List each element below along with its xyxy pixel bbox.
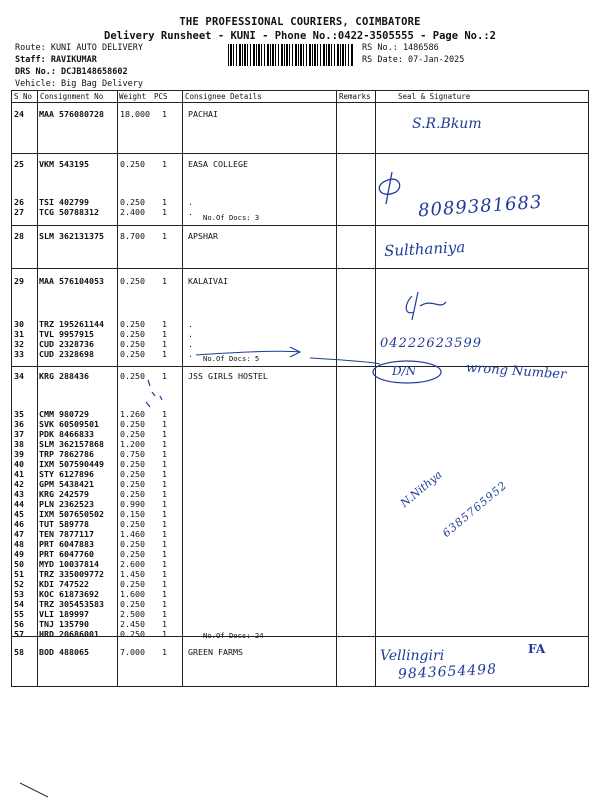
stamp-smudge: [146, 380, 162, 407]
row-name: PACHAI: [188, 109, 218, 119]
row-name: APSHAR: [188, 231, 218, 241]
row-pcs: 1: [162, 459, 167, 469]
row-pcs: 1: [162, 579, 167, 589]
phone-1: 8089381683: [417, 191, 544, 222]
row-cons: TUT 589778: [39, 519, 89, 529]
row-pcs: 1: [162, 197, 167, 207]
row-wt: 0.150: [120, 509, 145, 519]
drs-number: DRS No.: DCJB148658602: [15, 67, 128, 77]
row-pcs: 1: [162, 319, 167, 329]
row-wt: 0.250: [120, 329, 145, 339]
row-sno: 45: [14, 509, 24, 519]
row-sno: 49: [14, 549, 24, 559]
row-cons: TCG 50788312: [39, 207, 99, 217]
row-wt: 1.200: [120, 439, 145, 449]
row-cons: SLM 362157868: [39, 439, 104, 449]
row-wt: 0.250: [120, 159, 145, 169]
row-pcs: 1: [162, 609, 167, 619]
row-name: .: [188, 319, 193, 329]
pen-stroke: [196, 351, 300, 355]
row-wt: 7.000: [120, 647, 145, 657]
row-sno: 37: [14, 429, 24, 439]
row-name: .: [188, 207, 193, 217]
row-sno: 33: [14, 349, 24, 359]
rs-date: RS Date: 07-Jan-2025: [362, 55, 465, 65]
phone-3: 6385765952: [440, 478, 510, 540]
signature-scribble: [406, 292, 446, 320]
row-cons: VKM 543195: [39, 159, 89, 169]
row-wt: 8.700: [120, 231, 145, 241]
row-wt: 0.250: [120, 349, 145, 359]
corner-mark: [20, 783, 48, 797]
row-sno: 46: [14, 519, 24, 529]
row-cons: MAA 576104053: [39, 276, 104, 286]
row-pcs: 1: [162, 109, 167, 119]
row-wt: 0.250: [120, 579, 145, 589]
row-cons: TRZ 335009772: [39, 569, 104, 579]
row-cons: KDI 747522: [39, 579, 89, 589]
row-cons: KRG 242579: [39, 489, 89, 499]
row-wt: 0.250: [120, 549, 145, 559]
row-pcs: 1: [162, 529, 167, 539]
row-sno: 31: [14, 329, 24, 339]
row-cons: PRT 6047760: [39, 549, 94, 559]
row-sno: 51: [14, 569, 24, 579]
runsheet-subtitle: Delivery Runsheet - KUNI - Phone No.:0422-3505555 - Page No.:2: [104, 30, 496, 42]
row-cons: TNJ 135790: [39, 619, 89, 629]
row-cons: CMM 980729: [39, 409, 89, 419]
row-cons: HRD 20686001: [39, 629, 99, 639]
pen-stroke: [310, 358, 380, 364]
stamp-mark: FA: [528, 642, 546, 656]
row-wt: 0.250: [120, 459, 145, 469]
row-cons: VLI 189997: [39, 609, 89, 619]
row-wt: 0.250: [120, 276, 145, 286]
row-name: .: [188, 339, 193, 349]
row-sno: 57: [14, 629, 24, 639]
signature-3: Vellingiri: [380, 648, 445, 664]
signature-1: S.R.Bkum: [412, 116, 482, 132]
row-cons: TSI 402799: [39, 197, 89, 207]
row-pcs: 1: [162, 409, 167, 419]
row-pcs: 1: [162, 371, 167, 381]
row-wt: 0.250: [120, 599, 145, 609]
row-pcs: 1: [162, 589, 167, 599]
row-sno: 34: [14, 371, 24, 381]
row-sno: 28: [14, 231, 24, 241]
row-cons: MYD 10037814: [39, 559, 99, 569]
doc-count: No.Of Docs: 5: [203, 354, 260, 363]
row-pcs: 1: [162, 469, 167, 479]
row-name: KALAIVAI: [188, 276, 228, 286]
row-pcs: 1: [162, 339, 167, 349]
staff-label: Staff: RAVIKUMAR: [15, 55, 97, 65]
signature-2: Sulthaniya: [383, 237, 466, 261]
row-sno: 58: [14, 647, 24, 657]
row-cons: IXM 507590449: [39, 459, 104, 469]
row-pcs: 1: [162, 619, 167, 629]
row-pcs: 1: [162, 599, 167, 609]
row-pcs: 1: [162, 519, 167, 529]
row-cons: GPM 5438421: [39, 479, 94, 489]
row-cons: PDK 8466833: [39, 429, 94, 439]
row-pcs: 1: [162, 509, 167, 519]
remark-wrong-number: wrong Number: [465, 360, 567, 383]
signature-scribble: [379, 172, 399, 204]
row-sno: 29: [14, 276, 24, 286]
row-cons: CUD 2328736: [39, 339, 94, 349]
row-sno: 30: [14, 319, 24, 329]
row-wt: 2.400: [120, 207, 145, 217]
row-sno: 54: [14, 599, 24, 609]
row-wt: 0.250: [120, 539, 145, 549]
row-pcs: 1: [162, 207, 167, 217]
row-cons: SVK 60509501: [39, 419, 99, 429]
row-pcs: 1: [162, 276, 167, 286]
row-sno: 55: [14, 609, 24, 619]
row-pcs: 1: [162, 231, 167, 241]
col-seal: Seal & Signature: [398, 92, 471, 101]
row-wt: 0.250: [120, 479, 145, 489]
row-cons: KRG 288436: [39, 371, 89, 381]
vehicle-label: Vehicle: Big Bag Delivery: [15, 79, 143, 89]
row-wt: 0.250: [120, 519, 145, 529]
row-cons: TVL 9957915: [39, 329, 94, 339]
row-sno: 38: [14, 439, 24, 449]
row-cons: MAA 576080728: [39, 109, 104, 119]
col-weight: Weight: [119, 92, 147, 101]
phone-2: 04222623599: [380, 336, 482, 351]
col-consignee: Consignee Details: [185, 92, 262, 101]
row-name: EASA COLLEGE: [188, 159, 248, 169]
row-sno: 39: [14, 449, 24, 459]
doc-count: No.Of Docs: 3: [203, 213, 260, 222]
row-sno: 42: [14, 479, 24, 489]
row-pcs: 1: [162, 419, 167, 429]
row-cons: SLM 362131375: [39, 231, 104, 241]
row-sno: 35: [14, 409, 24, 419]
row-wt: 2.450: [120, 619, 145, 629]
row-pcs: 1: [162, 549, 167, 559]
doc-count: No.Of Docs: 24: [203, 631, 264, 640]
row-name: .: [188, 349, 193, 359]
row-sno: 32: [14, 339, 24, 349]
row-sno: 44: [14, 499, 24, 509]
col-sno: S No: [14, 92, 33, 101]
row-sno: 52: [14, 579, 24, 589]
row-cons: KOC 61873692: [39, 589, 99, 599]
row-wt: 0.250: [120, 197, 145, 207]
row-wt: 18.000: [120, 109, 150, 119]
row-wt: 2.600: [120, 559, 145, 569]
col-remarks: Remarks: [339, 92, 371, 101]
row-wt: 0.250: [120, 419, 145, 429]
row-sno: 36: [14, 419, 24, 429]
rs-number: RS No.: 1486586: [362, 43, 439, 53]
row-sno: 25: [14, 159, 24, 169]
row-wt: 0.250: [120, 319, 145, 329]
row-cons: PLN 2362523: [39, 499, 94, 509]
phone-4: 9843654498: [397, 661, 498, 683]
row-cons: BOD 488065: [39, 647, 89, 657]
row-pcs: 1: [162, 647, 167, 657]
row-pcs: 1: [162, 449, 167, 459]
row-cons: IXM 507650502: [39, 509, 104, 519]
row-pcs: 1: [162, 569, 167, 579]
row-sno: 26: [14, 197, 24, 207]
row-name: GREEN FARMS: [188, 647, 243, 657]
row-pcs: 1: [162, 499, 167, 509]
row-pcs: 1: [162, 559, 167, 569]
row-pcs: 1: [162, 629, 167, 639]
row-wt: 0.250: [120, 429, 145, 439]
recipient-name: N.Nithya: [398, 467, 445, 510]
row-pcs: 1: [162, 429, 167, 439]
row-pcs: 1: [162, 349, 167, 359]
row-cons: PRT 6047883: [39, 539, 94, 549]
row-wt: 1.450: [120, 569, 145, 579]
circled-note: D/N: [392, 364, 417, 378]
row-wt: 0.250: [120, 371, 145, 381]
row-wt: 0.250: [120, 469, 145, 479]
row-sno: 50: [14, 559, 24, 569]
row-pcs: 1: [162, 439, 167, 449]
row-cons: TEN 7877117: [39, 529, 94, 539]
row-cons: STY 6127896: [39, 469, 94, 479]
row-pcs: 1: [162, 539, 167, 549]
row-pcs: 1: [162, 489, 167, 499]
row-wt: 0.250: [120, 629, 145, 639]
row-cons: TRZ 195261144: [39, 319, 104, 329]
row-cons: CUD 2328698: [39, 349, 94, 359]
row-cons: TRP 7862786: [39, 449, 94, 459]
row-wt: 0.250: [120, 489, 145, 499]
row-sno: 43: [14, 489, 24, 499]
row-name: .: [188, 197, 193, 207]
row-wt: 1.260: [120, 409, 145, 419]
row-sno: 48: [14, 539, 24, 549]
row-wt: 1.460: [120, 529, 145, 539]
row-sno: 47: [14, 529, 24, 539]
row-pcs: 1: [162, 159, 167, 169]
runsheet-title: THE PROFESSIONAL COURIERS, COIMBATORE: [179, 16, 421, 28]
row-wt: 2.500: [120, 609, 145, 619]
row-wt: 0.750: [120, 449, 145, 459]
row-sno: 53: [14, 589, 24, 599]
col-pcs: PCS: [154, 92, 168, 101]
row-wt: 0.990: [120, 499, 145, 509]
row-sno: 40: [14, 459, 24, 469]
row-wt: 1.600: [120, 589, 145, 599]
row-sno: 41: [14, 469, 24, 479]
row-name: JSS GIRLS HOSTEL: [188, 371, 268, 381]
row-name: .: [188, 329, 193, 339]
row-wt: 0.250: [120, 339, 145, 349]
route-label: Route: KUNI AUTO DELIVERY: [15, 43, 143, 53]
row-pcs: 1: [162, 479, 167, 489]
row-sno: 56: [14, 619, 24, 629]
row-cons: TRZ 305453583: [39, 599, 104, 609]
row-sno: 27: [14, 207, 24, 217]
row-pcs: 1: [162, 329, 167, 339]
row-sno: 24: [14, 109, 24, 119]
col-consignment: Consignment No: [40, 92, 104, 101]
